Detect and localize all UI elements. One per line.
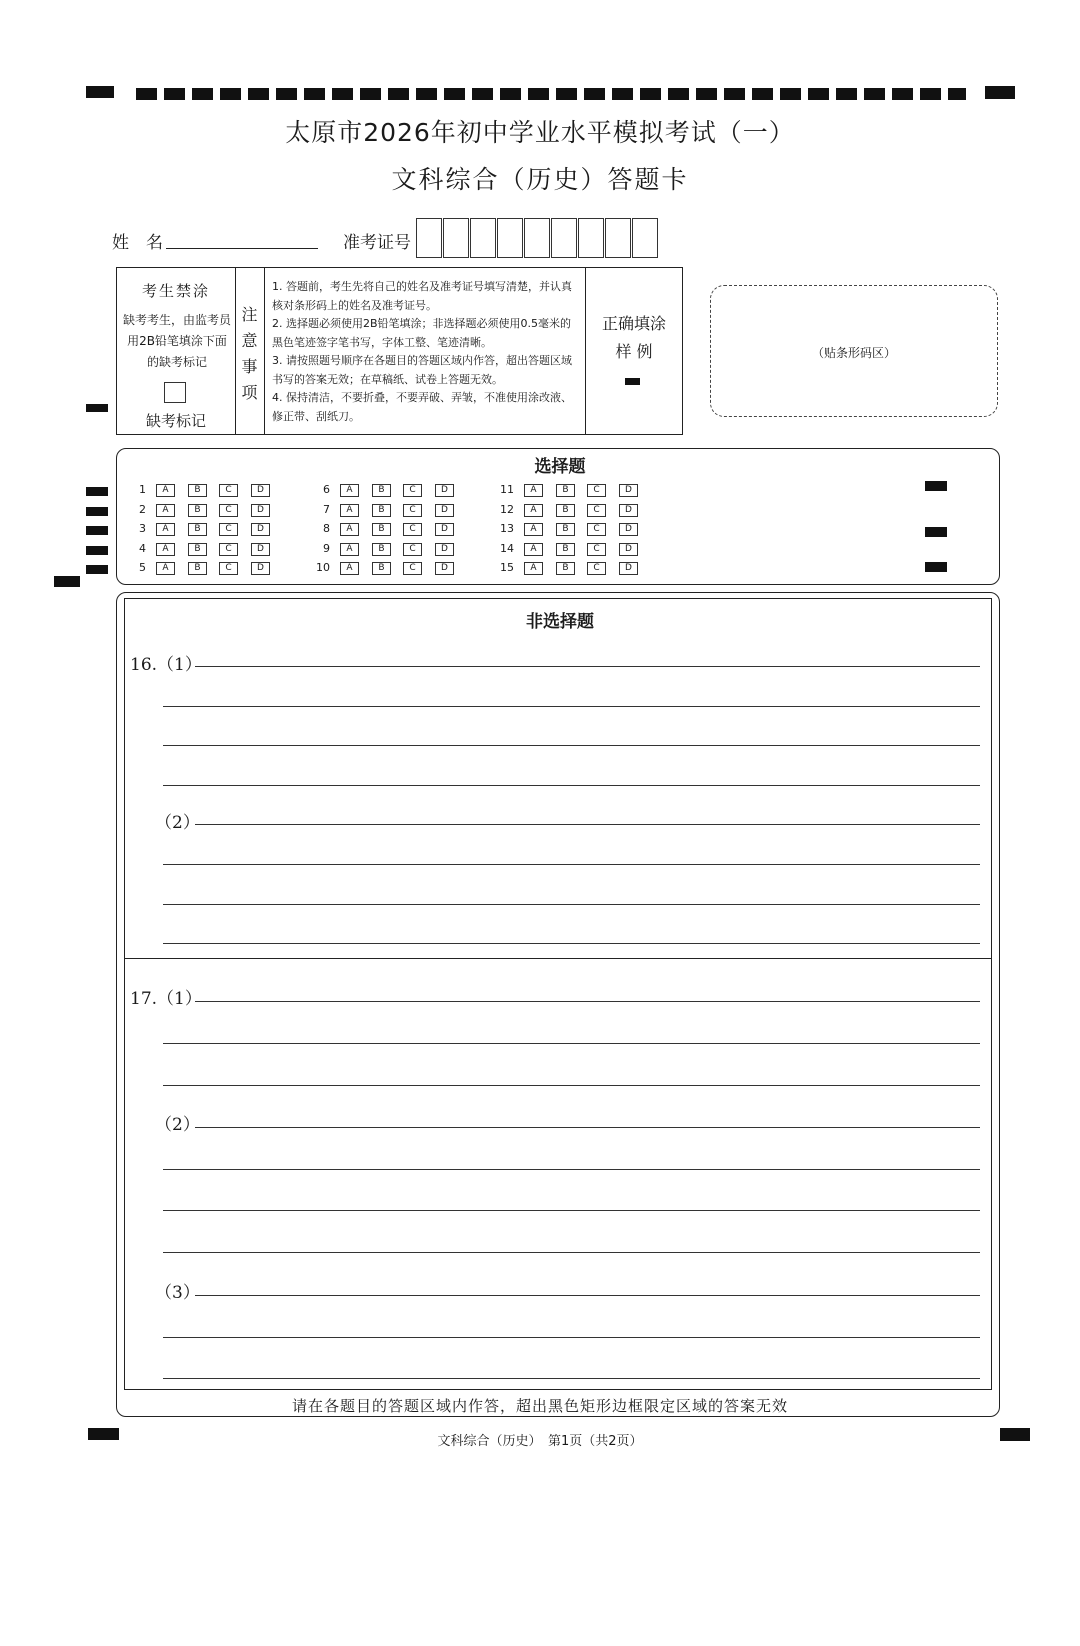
id-digit-box[interactable]: [524, 218, 550, 258]
choice-bubble-b[interactable]: B: [372, 562, 391, 575]
answer-line[interactable]: [163, 706, 980, 707]
sample-label: 正确填涂: [601, 314, 666, 333]
name-field[interactable]: [166, 232, 318, 249]
answer-line[interactable]: [163, 1210, 980, 1211]
id-digit-box[interactable]: [578, 218, 604, 258]
choice-bubble-d[interactable]: D: [435, 562, 454, 575]
answer-line[interactable]: [163, 1043, 980, 1044]
choice-question-number: 8: [323, 522, 330, 535]
barcode-area: [710, 285, 998, 417]
choice-bubble-a[interactable]: A: [524, 484, 543, 497]
choice-bubble-b[interactable]: B: [188, 543, 207, 556]
choice-question-number: 9: [323, 542, 330, 555]
question-17-part-2-label: （2）: [155, 1115, 200, 1135]
absent-mark-label: 缺考标记: [145, 412, 206, 430]
absent-section: [117, 268, 236, 434]
choice-bubble-b[interactable]: B: [372, 484, 391, 497]
choice-bubble-a[interactable]: A: [524, 523, 543, 536]
note-item: 4. 保持清洁，不要折叠，不要弄破、弄皱，不准使用涂改液、修正带、刮纸刀。: [272, 391, 572, 423]
choice-bubble-c[interactable]: C: [403, 562, 422, 575]
choice-bubble-c[interactable]: C: [219, 484, 238, 497]
choice-bubble-b[interactable]: B: [556, 523, 575, 536]
timing-mark: [86, 565, 108, 574]
choice-bubble-b[interactable]: B: [556, 543, 575, 556]
registration-mark-top-left: [86, 86, 114, 98]
choice-bubble-a[interactable]: A: [156, 523, 175, 536]
answer-line[interactable]: [195, 666, 980, 667]
choice-question-number: 3: [139, 522, 146, 535]
answer-line[interactable]: [163, 864, 980, 865]
choice-bubble-d[interactable]: D: [619, 504, 638, 517]
choice-bubble-a[interactable]: A: [156, 504, 175, 517]
registration-mark: [86, 404, 108, 412]
choice-bubble-b[interactable]: B: [372, 523, 391, 536]
id-digit-box[interactable]: [497, 218, 523, 258]
choice-bubble-d[interactable]: D: [251, 543, 270, 556]
question-17-part-3-label: （3）: [155, 1283, 200, 1303]
answer-line[interactable]: [163, 1378, 980, 1379]
choice-bubble-d[interactable]: D: [251, 484, 270, 497]
answer-line[interactable]: [163, 943, 980, 944]
choice-bubble-d[interactable]: D: [251, 562, 270, 575]
choice-question-number: 11: [500, 483, 514, 496]
absent-heading: 考生禁涂: [141, 282, 210, 300]
choice-bubble-c[interactable]: C: [587, 484, 606, 497]
choice-bubble-b[interactable]: B: [188, 523, 207, 536]
choice-bubble-c[interactable]: C: [219, 504, 238, 517]
choice-bubble-a[interactable]: A: [340, 504, 359, 517]
answer-line[interactable]: [163, 785, 980, 786]
answer-line[interactable]: [195, 1001, 980, 1002]
nonchoice-title: 非选择题: [526, 612, 594, 632]
answer-line[interactable]: [195, 1295, 980, 1296]
choice-bubble-c[interactable]: C: [587, 504, 606, 517]
choice-bubble-b[interactable]: B: [372, 543, 391, 556]
choice-question-number: 13: [500, 522, 514, 535]
notes-heading: 注意事项: [241, 305, 258, 402]
choice-bubble-a[interactable]: A: [524, 504, 543, 517]
sample-filled-mark: [625, 378, 640, 385]
nonchoice-section-inner: [124, 598, 992, 1390]
name-label: 姓 名: [112, 233, 163, 253]
choice-question-number: 2: [139, 503, 146, 516]
choice-bubble-a[interactable]: A: [156, 484, 175, 497]
id-digit-box[interactable]: [416, 218, 442, 258]
choice-bubble-b[interactable]: B: [372, 504, 391, 517]
choice-bubble-c[interactable]: C: [403, 484, 422, 497]
answer-line[interactable]: [163, 1337, 980, 1338]
id-label: 准考证号: [343, 233, 411, 253]
choice-bubble-a[interactable]: A: [340, 562, 359, 575]
answer-sheet-title: 文科综合（历史）答题卡: [391, 165, 689, 194]
id-digit-box[interactable]: [470, 218, 496, 258]
answer-line[interactable]: [163, 1085, 980, 1086]
question-17-part-1-label: 17.（1）: [130, 989, 202, 1009]
choice-bubble-c[interactable]: C: [403, 504, 422, 517]
choice-question-number: 7: [323, 503, 330, 516]
answer-line[interactable]: [195, 1127, 980, 1128]
timing-mark: [86, 487, 108, 496]
answer-line[interactable]: [163, 904, 980, 905]
choice-bubble-c[interactable]: C: [587, 523, 606, 536]
question-16-part-1-label: 16.（1）: [130, 655, 202, 675]
choice-bubble-a[interactable]: A: [524, 562, 543, 575]
note-item: 1. 答题前，考生先将自己的姓名及准考证号填写清楚，并认真核对条形码上的姓名及准考证号。: [272, 280, 572, 312]
choice-question-number: 15: [500, 561, 514, 574]
id-digit-box[interactable]: [632, 218, 658, 258]
sample-label-2: 样 例: [615, 342, 653, 361]
choice-bubble-b[interactable]: B: [556, 484, 575, 497]
choice-bubble-b[interactable]: B: [556, 562, 575, 575]
timing-track-top: [136, 88, 966, 100]
choice-question-number: 5: [139, 561, 146, 574]
barcode-label: （贴条形码区）: [811, 346, 896, 360]
note-item: 3. 请按照题号顺序在各题目的答题区域内作答，超出答题区域书写的答案无效；在草稿纸、试卷上答题无效。: [272, 354, 572, 386]
exam-title: 太原市2026年初中学业水平模拟考试（一）: [285, 118, 795, 147]
choice-bubble-c[interactable]: C: [219, 543, 238, 556]
choice-question-number: 12: [500, 503, 514, 516]
choice-bubble-c[interactable]: C: [219, 562, 238, 575]
choice-question-number: 10: [316, 561, 330, 574]
choice-bubble-a[interactable]: A: [156, 543, 175, 556]
choice-question-number: 14: [500, 542, 514, 555]
choice-bubble-d[interactable]: D: [251, 504, 270, 517]
choice-bubble-c[interactable]: C: [219, 523, 238, 536]
choice-bubble-d[interactable]: D: [435, 523, 454, 536]
choice-bubble-d[interactable]: D: [435, 543, 454, 556]
timing-mark: [86, 546, 108, 555]
choice-question-number: 1: [139, 483, 146, 496]
choice-bubble-b[interactable]: B: [188, 484, 207, 497]
choice-bubble-a[interactable]: A: [340, 543, 359, 556]
choice-bubble-a[interactable]: A: [340, 484, 359, 497]
choice-bubble-b[interactable]: B: [556, 504, 575, 517]
choice-bubble-c[interactable]: C: [403, 523, 422, 536]
timing-mark: [86, 526, 108, 535]
choice-question-number: 6: [323, 483, 330, 496]
choice-bubble-d[interactable]: D: [251, 523, 270, 536]
id-digit-box[interactable]: [551, 218, 577, 258]
choice-bubble-a[interactable]: A: [340, 523, 359, 536]
choice-bubble-c[interactable]: C: [587, 543, 606, 556]
choice-bubble-c[interactable]: C: [403, 543, 422, 556]
choice-bubble-d[interactable]: D: [619, 543, 638, 556]
choice-bubble-d[interactable]: D: [619, 484, 638, 497]
question-16-part-2-label: （2）: [155, 813, 200, 833]
choice-bubble-b[interactable]: B: [188, 562, 207, 575]
info-panel: [116, 267, 683, 435]
question-divider: [124, 958, 992, 959]
choice-bubble-a[interactable]: A: [156, 562, 175, 575]
answer-line[interactable]: [163, 1169, 980, 1170]
choice-bubble-d[interactable]: D: [435, 484, 454, 497]
choice-question-number: 4: [139, 542, 146, 555]
id-digit-box[interactable]: [605, 218, 631, 258]
absent-instructions: 缺考考生，由监考员用2B铅笔填涂下面的缺考标记: [123, 313, 232, 369]
note-item: 2. 选择题必须使用2B铅笔填涂；非选择题必须使用0.5毫米的黑色笔迹签字笔书写，字体工整、笔迹清晰。: [272, 317, 572, 349]
sample-section: [585, 268, 682, 434]
choice-bubble-a[interactable]: A: [524, 543, 543, 556]
timing-mark: [86, 507, 108, 516]
page-footer: 文科综合（历史） 第1页（共2页）: [437, 1434, 643, 1449]
choice-bubble-d[interactable]: D: [619, 562, 638, 575]
registration-mark-top-right: [985, 86, 1015, 99]
choice-bubble-b[interactable]: B: [188, 504, 207, 517]
choice-title: 选择题: [534, 457, 586, 477]
answer-line[interactable]: [163, 745, 980, 746]
choice-bubble-d[interactable]: D: [435, 504, 454, 517]
answer-area-warning: 请在各题目的答题区域内作答，超出黑色矩形边框限定区域的答案无效: [291, 1397, 788, 1415]
notes-heading-column: [235, 268, 265, 434]
answer-line[interactable]: [195, 824, 980, 825]
absent-checkbox[interactable]: [164, 382, 186, 403]
registration-mark: [54, 576, 80, 587]
notes-list: [272, 278, 572, 426]
id-digit-box[interactable]: [443, 218, 469, 258]
choice-bubble-d[interactable]: D: [619, 523, 638, 536]
choice-bubble-c[interactable]: C: [587, 562, 606, 575]
answer-line[interactable]: [163, 1252, 980, 1253]
